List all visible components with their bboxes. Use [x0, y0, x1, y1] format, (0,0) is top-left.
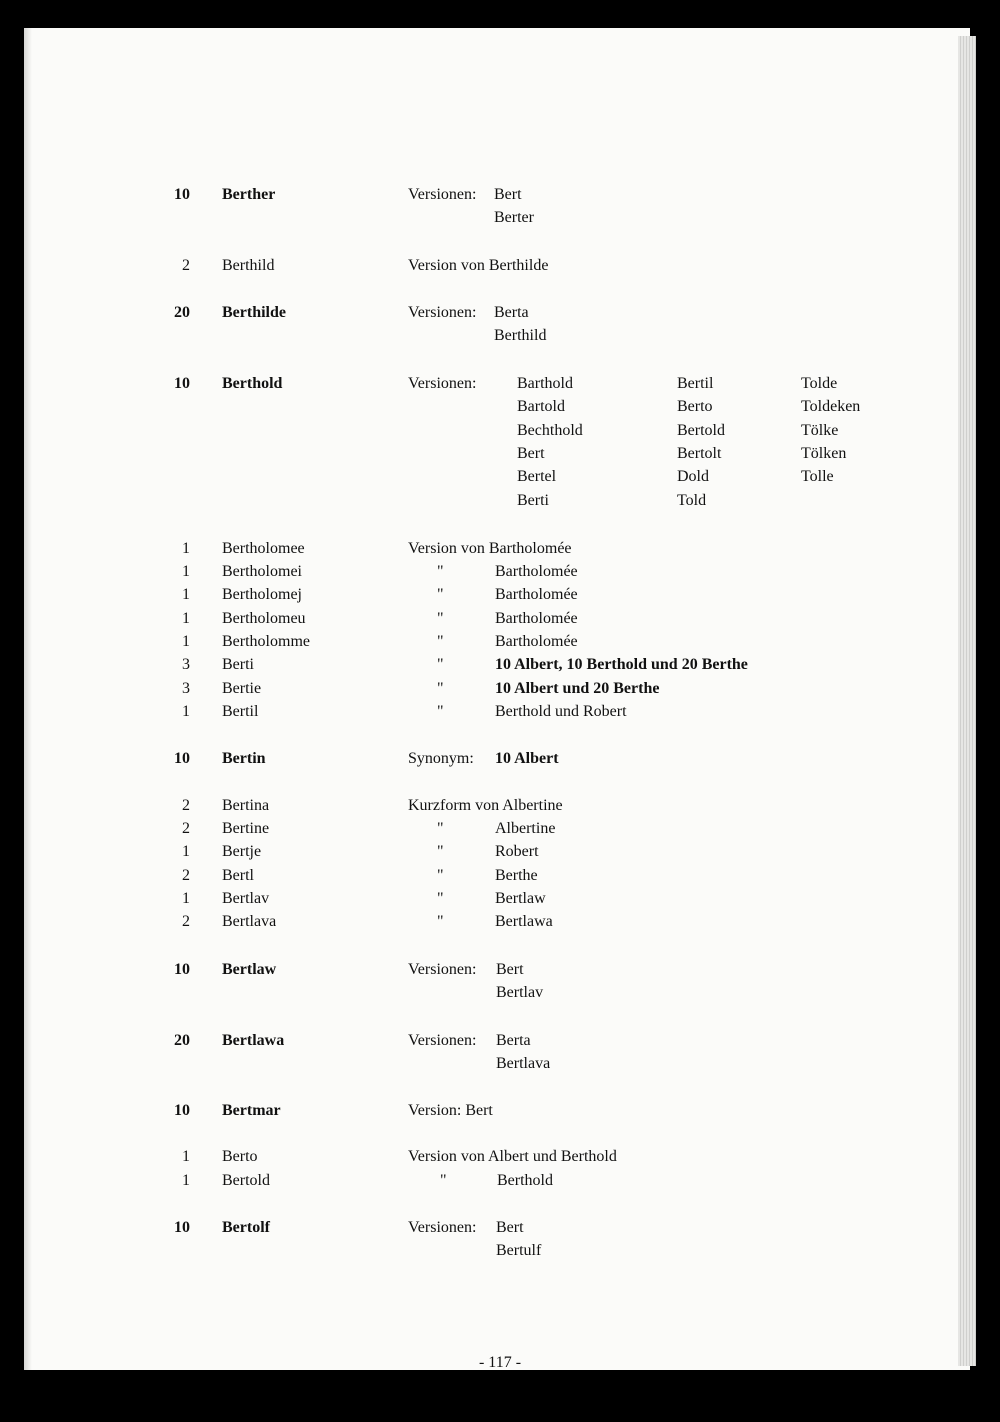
- entry-count: 1: [182, 563, 190, 580]
- entry-related-name: Albertine: [495, 820, 556, 837]
- entry-related-name: Barthold: [517, 375, 573, 392]
- entry-related-name: 10 Albert, 10 Berthold und 20 Berthe: [495, 656, 748, 673]
- entry-count: 10: [174, 961, 190, 978]
- entry-related-name: Bertel: [517, 468, 557, 486]
- ditto-mark: ": [437, 563, 444, 580]
- entry-relation-label: Versionen:: [408, 375, 477, 392]
- entry-related-name: Berter: [494, 209, 534, 227]
- entry-related-name: Berti: [517, 491, 549, 509]
- entry-name: Bertholomej: [222, 586, 302, 603]
- book-page: [24, 28, 970, 1370]
- entry-relation-label: Versionen:: [408, 961, 477, 978]
- entry-related-name: Bert: [496, 1219, 524, 1236]
- entry-count: 1: [182, 843, 190, 860]
- entry-name: Bertl: [222, 867, 254, 884]
- entry-related-name: Bartholomée: [495, 586, 578, 603]
- entry-name: Berto: [222, 1148, 258, 1165]
- entry-count: 1: [182, 586, 190, 603]
- ditto-mark: ": [437, 703, 444, 720]
- entry-related-name: Tolle: [801, 468, 834, 486]
- entry-related-name: Bert: [517, 444, 545, 462]
- entry-count: 10: [174, 1219, 190, 1236]
- entry-count: 1: [182, 610, 190, 627]
- entry-name: Bertin: [222, 750, 266, 767]
- entry-count: 1: [182, 633, 190, 650]
- entry-count: 3: [182, 656, 190, 673]
- ditto-mark: ": [437, 843, 444, 860]
- entry-count: 20: [174, 304, 190, 321]
- ditto-mark: ": [440, 1172, 447, 1189]
- entry-name: Bertil: [222, 703, 259, 720]
- entry-count: 2: [182, 913, 190, 930]
- entry-count: 1: [182, 1148, 190, 1165]
- entry-related-name: Berthild: [494, 327, 547, 345]
- entry-related-name: Bechthold: [517, 421, 583, 439]
- entry-related-name: Bertlav: [496, 984, 544, 1002]
- entry-name: Bertmar: [222, 1102, 281, 1119]
- ditto-mark: ": [437, 913, 444, 930]
- page-stack-edge: [958, 36, 976, 1366]
- entry-relation-label: Versionen:: [408, 304, 477, 321]
- entry-name: Berther: [222, 186, 276, 203]
- entry-related-name: Bartholomée: [495, 633, 578, 650]
- entry-count: 2: [182, 257, 190, 274]
- entry-related-name: Berto: [677, 398, 713, 416]
- entry-related-name: Dold: [677, 468, 709, 486]
- entry-count: 2: [182, 820, 190, 837]
- entry-count: 10: [174, 186, 190, 203]
- ditto-mark: ": [437, 820, 444, 837]
- entry-name: Bertina: [222, 797, 270, 814]
- entry-name: Berthold: [222, 375, 283, 392]
- entry-related-name: Bertlaw: [495, 890, 546, 907]
- entry-name: Bertlava: [222, 913, 277, 930]
- entry-description: Version von Bartholomée: [408, 540, 572, 557]
- entry-count: 1: [182, 1172, 190, 1189]
- ditto-mark: ": [437, 656, 444, 673]
- ditto-mark: ": [437, 890, 444, 907]
- entry-related-name: Berthe: [495, 867, 538, 884]
- entry-related-name: 10 Albert: [495, 750, 559, 767]
- entry-related-name: Bert: [494, 186, 522, 203]
- entry-related-name: Bertold: [677, 421, 725, 439]
- entry-name: Bertold: [222, 1172, 270, 1189]
- page-gutter-shadow: [24, 28, 32, 1370]
- entry-count: 10: [174, 750, 190, 767]
- entry-related-name: Bertlava: [496, 1055, 551, 1073]
- entry-count: 3: [182, 680, 190, 697]
- entry-count: 1: [182, 540, 190, 557]
- entry-description: Version von Albert und Berthold: [408, 1148, 617, 1165]
- entry-related-name: Bertulf: [496, 1242, 542, 1260]
- entry-related-name: Berthold und Robert: [495, 703, 627, 720]
- entry-related-name: Toldeken: [801, 398, 861, 416]
- entry-relation-label: Versionen:: [408, 1032, 477, 1049]
- entry-count: 10: [174, 1102, 190, 1119]
- entry-related-name: Bartholomée: [495, 563, 578, 580]
- entry-related-name: Tölken: [801, 444, 847, 462]
- entry-related-name: Bertil: [677, 375, 714, 392]
- entry-related-name: Told: [677, 491, 707, 509]
- entry-count: 2: [182, 867, 190, 884]
- entry-name: Berti: [222, 656, 254, 673]
- page-number: - 117 -: [478, 1354, 522, 1371]
- entry-name: Bertlawa: [222, 1032, 285, 1049]
- entry-related-name: Berta: [496, 1032, 531, 1049]
- entry-count: 1: [182, 703, 190, 720]
- entry-name: Bertholomee: [222, 540, 305, 557]
- entry-name: Bertlaw: [222, 961, 277, 978]
- entry-name: Berthild: [222, 257, 275, 274]
- entry-related-name: Bartold: [517, 398, 565, 416]
- entry-relation-label: Versionen:: [408, 186, 477, 203]
- entry-related-name: Tölke: [801, 421, 839, 439]
- ditto-mark: ": [437, 610, 444, 627]
- entry-related-name: Bertolt: [677, 444, 722, 462]
- entry-description: Version: Bert: [408, 1102, 493, 1119]
- entry-name: Bertine: [222, 820, 270, 837]
- ditto-mark: ": [437, 867, 444, 884]
- entry-count: 20: [174, 1032, 190, 1049]
- entry-name: Berthilde: [222, 304, 286, 321]
- entry-related-name: Robert: [495, 843, 539, 860]
- entry-related-name: Berta: [494, 304, 529, 321]
- entry-name: Bertholomeu: [222, 610, 306, 627]
- entry-count: 2: [182, 797, 190, 814]
- entry-name: Bertholomei: [222, 563, 302, 580]
- ditto-mark: ": [437, 633, 444, 650]
- entry-relation-label: Versionen:: [408, 1219, 477, 1236]
- entry-name: Bertje: [222, 843, 262, 860]
- entry-description: Kurzform von Albertine: [408, 797, 563, 814]
- entry-related-name: Bert: [496, 961, 524, 978]
- entry-related-name: Bartholomée: [495, 610, 578, 627]
- entry-count: 1: [182, 890, 190, 907]
- entry-name: Bertolf: [222, 1219, 270, 1236]
- ditto-mark: ": [437, 680, 444, 697]
- entry-name: Bertholomme: [222, 633, 310, 650]
- entry-related-name: Berthold: [497, 1172, 553, 1189]
- entry-description: Version von Berthilde: [408, 257, 549, 274]
- entry-related-name: 10 Albert und 20 Berthe: [495, 680, 660, 697]
- entry-count: 10: [174, 375, 190, 392]
- entry-name: Bertlav: [222, 890, 270, 907]
- entry-related-name: Tolde: [801, 375, 838, 392]
- entry-name: Bertie: [222, 680, 262, 697]
- entry-related-name: Bertlawa: [495, 913, 553, 930]
- ditto-mark: ": [437, 586, 444, 603]
- entry-relation-label: Synonym:: [408, 750, 474, 767]
